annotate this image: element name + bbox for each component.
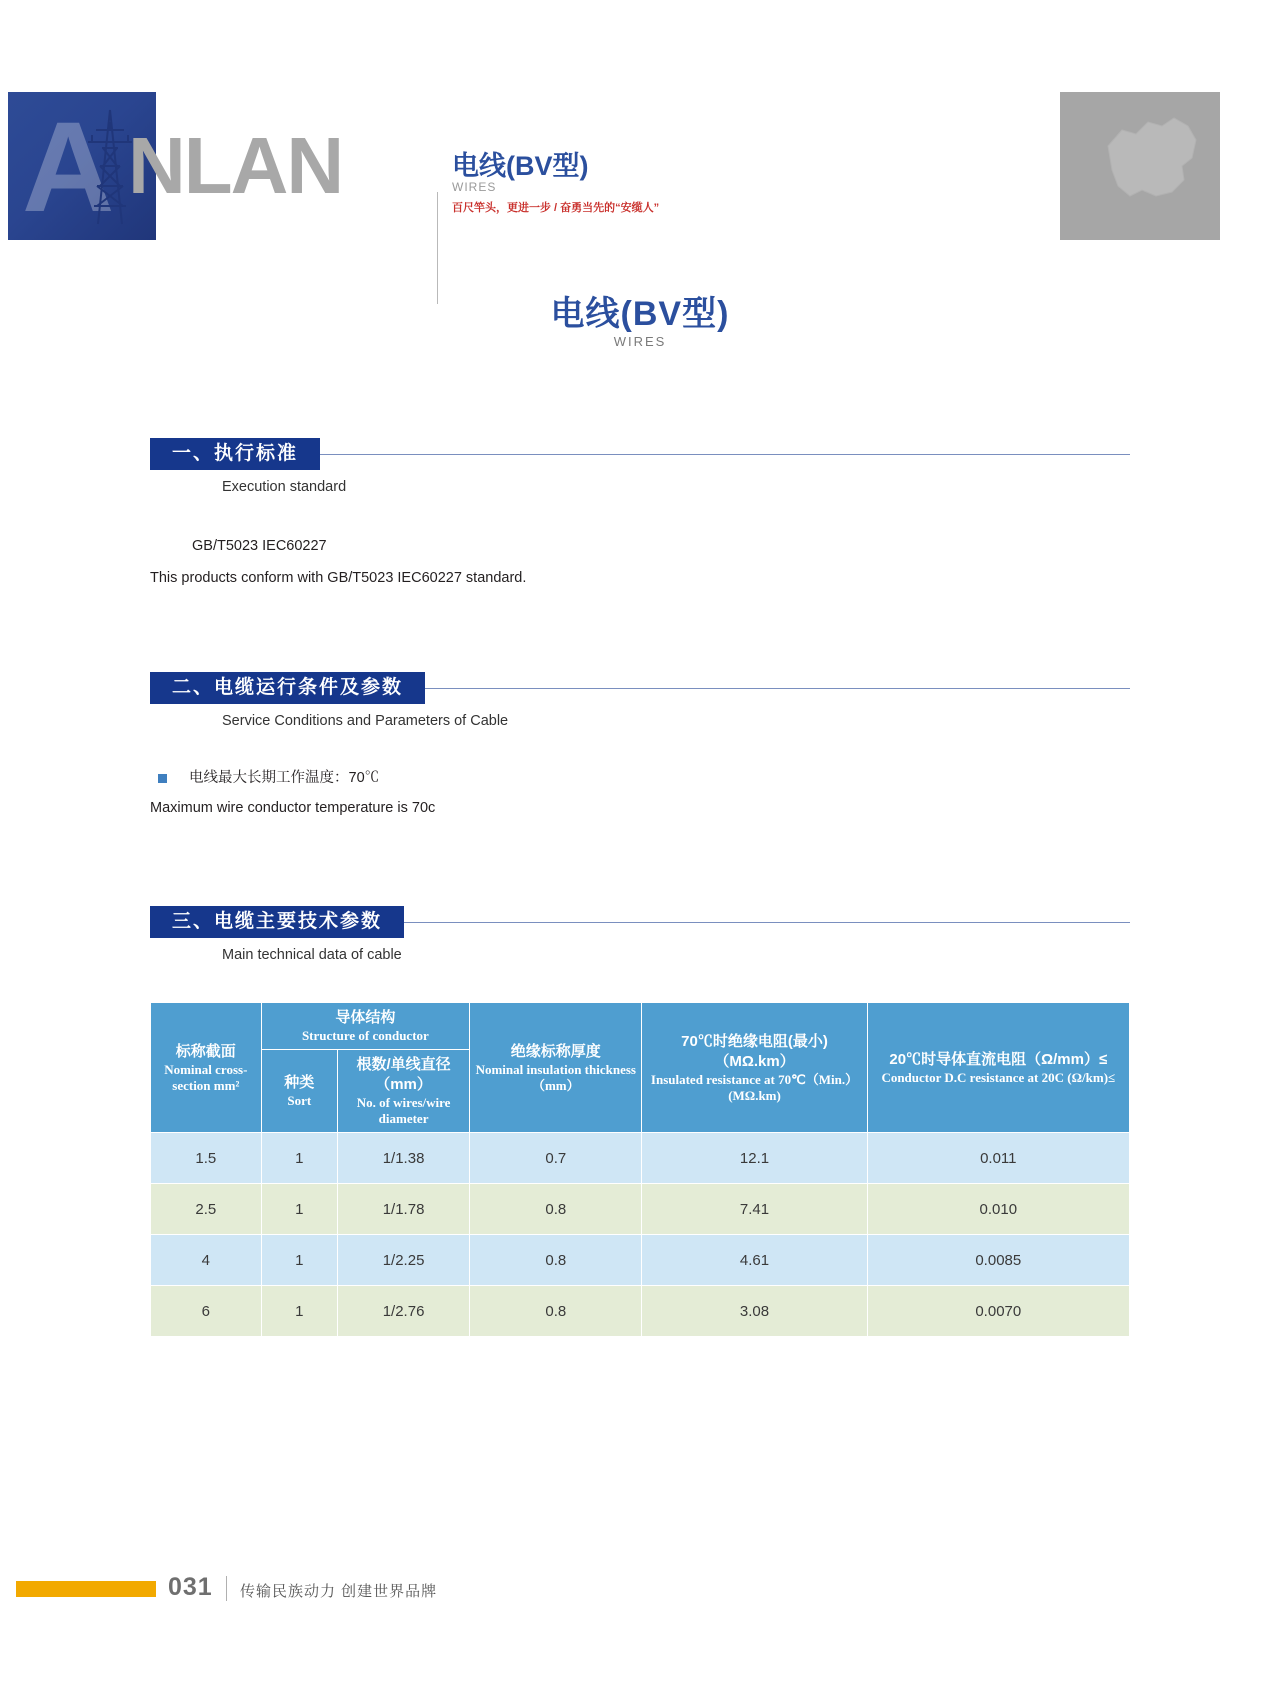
cell-wires: 1/1.78 xyxy=(337,1184,469,1235)
page-title: 电线(BV型) xyxy=(550,295,730,333)
section-2-index: 二、 xyxy=(172,677,215,698)
th-nominal-en: Nominal cross-section mm² xyxy=(164,1061,248,1093)
section-1-heading-row xyxy=(150,438,1130,470)
cell-nominal: 1.5 xyxy=(151,1133,262,1184)
th-wire-diameter xyxy=(337,1050,469,1133)
section-3-title xyxy=(150,906,404,938)
table-row xyxy=(151,1286,1130,1337)
cell-nominal: 2.5 xyxy=(151,1184,262,1235)
th-nominal-cross-section xyxy=(151,1003,262,1133)
section-service-conditions xyxy=(150,672,1130,821)
cell-sort: 1 xyxy=(261,1235,337,1286)
temperature-bullet-row xyxy=(158,765,1130,791)
section-2-heading-row xyxy=(150,672,1130,704)
th-resistance20-cn: 20℃时导体直流电阻（Ω/mm）≤ xyxy=(889,1050,1108,1068)
th-resistance70-en: Insulated resistance at 70℃（Min.）(MΩ.km) xyxy=(650,1071,859,1103)
th-sort xyxy=(261,1050,337,1133)
page-subtitle: WIRES xyxy=(613,334,667,349)
section-1-index: 一、 xyxy=(172,443,215,464)
cell-sort: 1 xyxy=(261,1133,337,1184)
cell-resistance70: 3.08 xyxy=(642,1286,867,1337)
square-bullet-icon xyxy=(158,774,167,783)
spec-table xyxy=(150,1002,1130,1337)
cell-insulation: 0.8 xyxy=(470,1235,642,1286)
temperature-bullet-en: Maximum wire conductor temperature is 70c xyxy=(150,800,436,816)
table-row xyxy=(151,1133,1130,1184)
cell-sort: 1 xyxy=(261,1286,337,1337)
cell-resistance20: 0.0070 xyxy=(867,1286,1129,1337)
footer-accent-bar xyxy=(16,1581,156,1597)
header-title: 电线(BV型) xyxy=(452,151,589,181)
cell-insulation: 0.8 xyxy=(470,1184,642,1235)
th-insulation-en: Nominal insulation thickness（mm） xyxy=(475,1061,636,1093)
footer-page-number: 031 xyxy=(168,1573,213,1601)
section-technical-data xyxy=(150,906,1130,963)
th-wires-cn: 根数/单线直径（mm） xyxy=(356,1056,451,1093)
cell-wires: 1/2.76 xyxy=(337,1286,469,1337)
china-map-icon xyxy=(1096,100,1206,220)
page-header xyxy=(0,92,1280,240)
section-3-index: 三、 xyxy=(172,911,215,932)
th-resistance20-en: Conductor D.C resistance at 20C (Ω/km)≤ xyxy=(881,1069,1116,1085)
th-resistance70-cn: 70℃时绝缘电阻(最小)（MΩ.km） xyxy=(681,1032,828,1070)
section-3-heading-row xyxy=(150,906,1130,938)
cell-resistance70: 12.1 xyxy=(642,1133,867,1184)
cell-resistance20: 0.0085 xyxy=(867,1235,1129,1286)
section-2-title xyxy=(150,672,425,704)
th-sort-en: Sort xyxy=(287,1093,312,1108)
th-structure-of-conductor xyxy=(261,1003,470,1050)
header-subtitle: WIRES xyxy=(452,180,497,194)
th-structure-en: Structure of conductor xyxy=(301,1028,429,1043)
cell-insulation: 0.8 xyxy=(470,1286,642,1337)
cell-resistance20: 0.011 xyxy=(867,1133,1129,1184)
footer-separator xyxy=(226,1576,227,1601)
th-conductor-dc-resistance-20c xyxy=(867,1003,1129,1133)
th-structure-cn: 导体结构 xyxy=(335,1009,396,1026)
spec-table-body xyxy=(151,1133,1130,1337)
header-slogan: 百尺竿头，更进一步 / 奋勇当先的“安缆人” xyxy=(452,202,660,214)
spec-table-wrapper xyxy=(150,1002,1130,1337)
section-execution-standard xyxy=(150,438,1130,591)
section-1-label: 执行标准 xyxy=(214,443,299,464)
page-footer xyxy=(0,1573,1280,1605)
section-3-label: 电缆主要技术参数 xyxy=(214,911,383,932)
cell-resistance70: 4.61 xyxy=(642,1235,867,1286)
header-gray-block xyxy=(1060,92,1220,240)
section-1-title-en: Execution standard xyxy=(222,479,347,495)
th-sort-cn: 种类 xyxy=(284,1074,315,1091)
cell-nominal: 4 xyxy=(151,1235,262,1286)
th-wires-en: No. of wires/wire diameter xyxy=(356,1095,451,1126)
section-3-title-en: Main technical data of cable xyxy=(222,947,402,963)
th-insulated-resistance-70c xyxy=(642,1003,867,1133)
standard-code: GB/T5023 IEC60227 xyxy=(192,538,327,554)
spec-table-head xyxy=(151,1003,1130,1133)
section-1-title xyxy=(150,438,320,470)
cell-resistance70: 7.41 xyxy=(642,1184,867,1235)
logo-letter: A xyxy=(22,96,111,239)
table-row xyxy=(151,1184,1130,1235)
section-2-label: 电缆运行条件及参数 xyxy=(214,677,404,698)
cell-resistance20: 0.010 xyxy=(867,1184,1129,1235)
section-2-title-en: Service Conditions and Parameters of Cable xyxy=(222,713,509,729)
logo-wordmark: NLAN xyxy=(128,121,343,210)
th-nominal-insulation-thickness xyxy=(470,1003,642,1133)
footer-slogan: 传输民族动力 创建世界品牌 xyxy=(240,1583,438,1600)
cell-insulation: 0.7 xyxy=(470,1133,642,1184)
th-insulation-cn: 绝缘标称厚度 xyxy=(510,1042,601,1060)
cell-wires: 1/2.25 xyxy=(337,1235,469,1286)
cell-nominal: 6 xyxy=(151,1286,262,1337)
table-header-row-1 xyxy=(151,1003,1130,1050)
table-row xyxy=(151,1235,1130,1286)
th-nominal-cn: 标称截面 xyxy=(175,1042,236,1060)
cell-wires: 1/1.38 xyxy=(337,1133,469,1184)
cell-sort: 1 xyxy=(261,1184,337,1235)
temperature-bullet-cn: 电线最大长期工作温度：70℃ xyxy=(189,770,380,786)
standard-statement: This products conform with GB/T5023 IEC60227 standard. xyxy=(150,570,527,586)
